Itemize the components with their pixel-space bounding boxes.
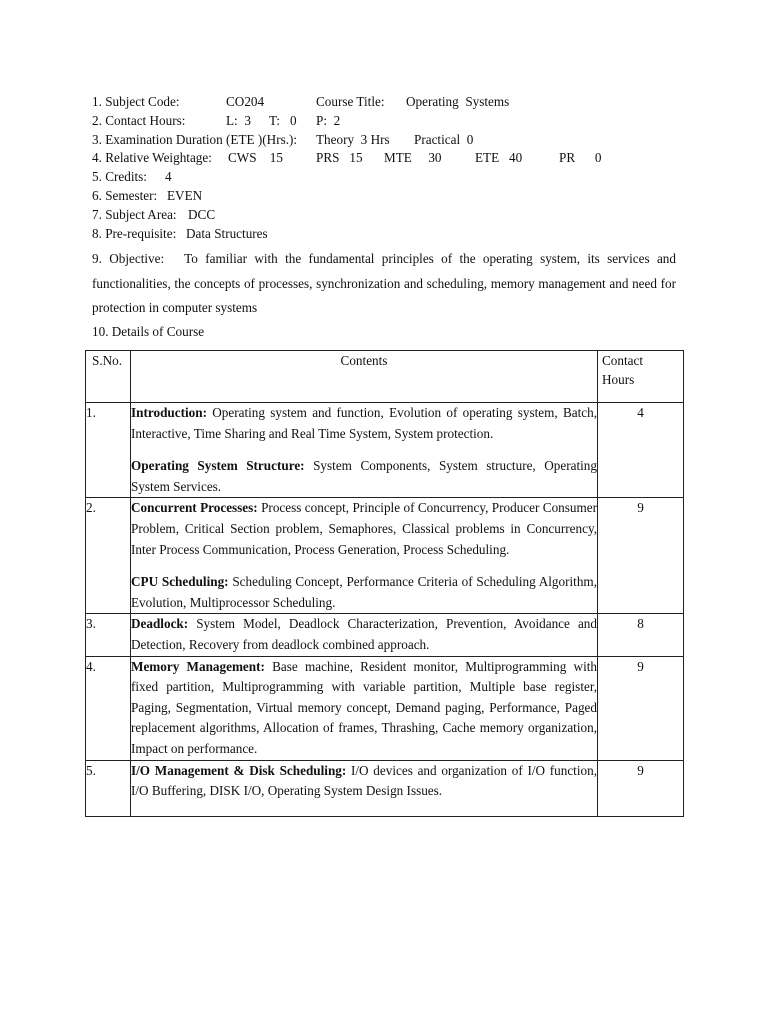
topic-text: I/O devices and organization of I/O function, I/O Buffering, DISK I/O, Operating System Design Issues. (131, 762, 597, 799)
table-row (86, 403, 684, 498)
practical-duration: Practical 0 (414, 131, 474, 147)
pr-weight: PR 0 (559, 150, 602, 166)
topic-title: I/O Management & Disk Scheduling: (131, 762, 347, 778)
subject-code-label: 1. Subject Code: (92, 94, 180, 109)
theory-duration: Theory 3 Hrs (316, 131, 390, 147)
subject-area-line (92, 206, 692, 225)
subject-area-value: DCC (188, 206, 216, 222)
header-sno: S.No. (86, 351, 131, 403)
row-hours: 9 (598, 656, 684, 760)
topic-title: Introduction: (131, 405, 207, 420)
semester-label: 6. Semester: (92, 187, 158, 203)
ete-weight: ETE 40 (475, 150, 523, 166)
objective-paragraph (92, 247, 676, 321)
table-row (86, 656, 684, 760)
row-hours: 9 (598, 498, 684, 614)
contact-hours-line (92, 112, 692, 131)
topic-title: CPU Scheduling: (131, 574, 229, 590)
topic-paragraph (131, 572, 597, 613)
topic-paragraph (131, 657, 597, 760)
row-contents (131, 498, 598, 614)
subject-area-label: 7. Subject Area: (92, 206, 177, 222)
header-contents: Contents (131, 351, 598, 403)
mte-weight: MTE 30 (384, 150, 442, 166)
course-title-label: Course Title: (316, 94, 385, 109)
semester-line (92, 187, 692, 206)
topic-text: System Model, Deadlock Characterization, Prevention, Avoidance and Detection, Recovery from deadlock combined approach. (131, 616, 597, 652)
semester-value: EVEN (167, 187, 203, 203)
table-row (86, 760, 684, 816)
credits-value: 4 (165, 169, 172, 185)
row-hours: 8 (598, 614, 684, 656)
row-sno: 1. (86, 403, 131, 498)
row-sno: 4. (86, 656, 131, 760)
table-row (86, 498, 684, 614)
details-heading: 10. Details of Course (92, 324, 205, 339)
topic-paragraph (131, 761, 597, 802)
row-contents (131, 760, 598, 816)
prerequisite-line (92, 225, 692, 244)
row-contents (131, 614, 598, 656)
topic-text: Scheduling Concept, Performance Criteria of Scheduling Algorithm, Evolution, Multiprocessor Scheduling. (131, 574, 597, 610)
topic-text: Process concept, Principle of Concurrency, Producer Consumer Problem, Critical Section problem, Semaphores, Classical problems in Concurrency, Inter Process Communication, Process Generation, Process Scheduling. (131, 500, 597, 557)
row-hours: 4 (598, 403, 684, 498)
prerequisite-label: 8. Pre-requisite: (92, 225, 177, 241)
topic-text: Base machine, Resident monitor, Multiprogramming with fixed partition, Multiprogramming with variable partition, Multiple base register, Paging, Segmentation, Virtual memory concept, Demand paging, Performance, Paged replacement algorithms, Allocation of frames, Thrashing, Cache memory organization, Impact on performance. (131, 658, 598, 756)
row-contents (131, 403, 598, 498)
subject-code-line (92, 93, 692, 112)
topic-paragraph (131, 614, 597, 655)
course-info (92, 93, 692, 243)
topic-title: Deadlock: (131, 616, 189, 632)
header-contact-hours: Contact Hours (598, 351, 684, 403)
tutorial-hours: T: 0 (269, 112, 297, 128)
table-row (86, 614, 684, 656)
exam-duration-label: 3. Examination Duration (ETE )(Hrs.): (92, 131, 298, 147)
relative-weightage-line (92, 149, 692, 168)
table-header-row (86, 351, 684, 403)
relative-weightage-label: 4. Relative Weightage: (92, 150, 212, 166)
row-contents (131, 656, 598, 760)
practical-hours: P: 2 (316, 112, 341, 128)
topic-paragraph (131, 403, 597, 444)
course-details-table (85, 350, 684, 817)
credits-label: 5. Credits: (92, 169, 147, 185)
credits-line (92, 168, 692, 187)
contact-hours-label: 2. Contact Hours: (92, 112, 186, 128)
topic-title: Concurrent Processes: (131, 500, 258, 516)
topic-text: Operating system and function, Evolution of operating system, Batch, Interactive, Time Sharing and Real Time System, System protection. (131, 405, 598, 441)
row-sno: 3. (86, 614, 131, 656)
objective-text: To familiar with the fundamental principles of the operating system, its services and functionalities, the concepts of processes, synchronization and scheduling, memory management and need for protection in computer systems (92, 251, 676, 315)
prerequisite-value: Data Structures (186, 225, 268, 241)
row-sno: 5. (86, 760, 131, 816)
row-sno: 2. (86, 498, 131, 614)
cws-weight: CWS 15 (228, 150, 283, 166)
row-hours: 9 (598, 760, 684, 816)
exam-duration-line (92, 131, 692, 150)
topic-text: System Components, System structure, Operating System Services. (131, 458, 597, 494)
topic-paragraph (131, 456, 597, 497)
subject-code-value: CO204 (226, 94, 265, 109)
objective-label: 9. Objective: (92, 251, 165, 266)
topic-title: Operating System Structure: (131, 458, 305, 474)
topic-title: Memory Management: (131, 658, 265, 674)
prs-weight: PRS 15 (316, 150, 363, 166)
lecture-hours: L: 3 (226, 112, 251, 128)
course-title-value: Operating Systems (406, 94, 510, 109)
topic-paragraph (131, 498, 597, 560)
